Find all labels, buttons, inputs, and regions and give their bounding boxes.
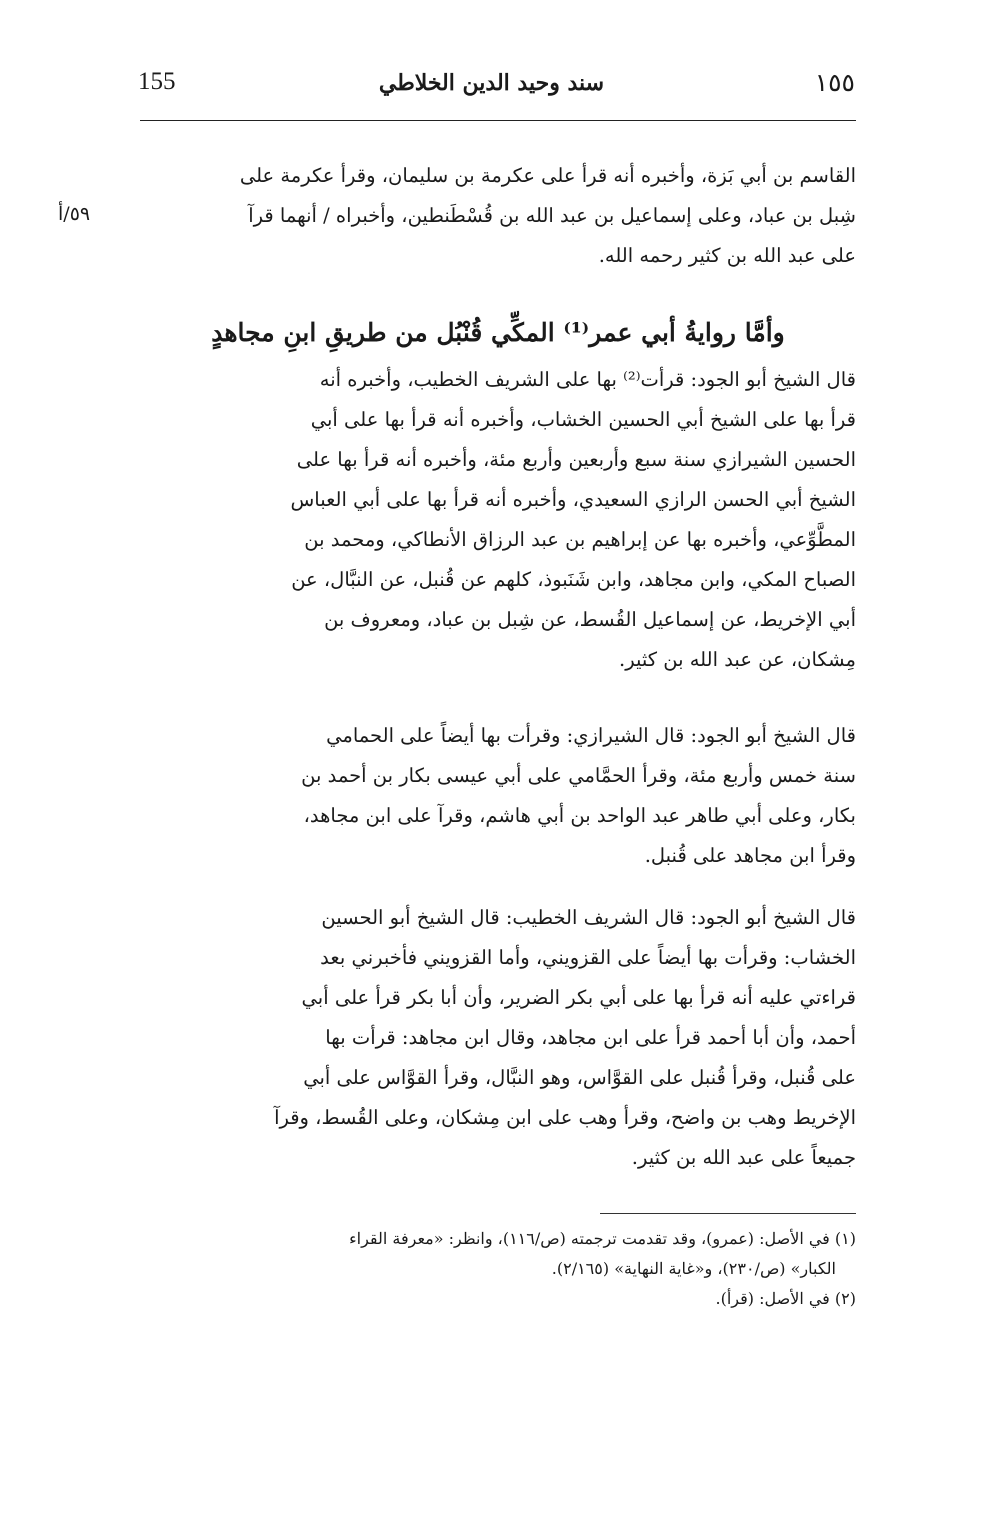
text-line: جميعاً على عبد الله بن كثير.	[631, 1146, 856, 1169]
footnote-1: (١) في الأصل: (عمرو)، وقد تقدمت ترجمته (ص/١١٦)، وانظر: «معرفة القراء	[349, 1229, 856, 1248]
text-line: شِبل بن عباد، وعلى إسماعيل بن عبد الله بن قُسْطَنطين، وأخبراه / أنهما قرآ	[248, 204, 856, 227]
paragraph-3	[140, 898, 856, 1178]
header-divider	[140, 120, 856, 121]
text-line: على عبد الله بن كثير رحمه الله.	[598, 244, 856, 267]
paragraph-2	[140, 716, 856, 876]
text-line: بكار، وعلى أبي طاهر عبد الواحد بن أبي هاشم، وقرآ على ابن مجاهد،	[303, 804, 856, 827]
text-line: على قُنبل، وقرأ قُنبل على القوَّاس، وهو النبَّال، وقرأ القوَّاس على أبي	[303, 1066, 856, 1089]
text-line: قال الشيخ أبو الجود: قال الشيرازي: وقرأت بها أيضاً على الحمامي	[326, 724, 856, 747]
manuscript-folio-marker: ٥٩/أ	[58, 203, 91, 225]
text-line: قرأ بها على الشيخ أبي الحسين الخشاب، وأخبره أنه قرأ بها على أبي	[310, 408, 856, 431]
footnote-1-continued: الكبار» (ص/٢٣٠)، و«غاية النهاية» (٢/١٦٥).	[551, 1259, 836, 1278]
text-line: الإخريط وهب بن واضح، وقرأ وهب على ابن مِشكان، وعلى القُسط، وقرآ	[274, 1106, 856, 1129]
running-title: سند وحيد الدين الخلاطي	[378, 70, 605, 96]
text-line: مِشكان، عن عبد الله بن كثير.	[619, 648, 856, 671]
section-heading: وأمَّا روايةُ أبي عمر⁽¹⁾ المكِّي قُنْبُل من طريقِ ابنِ مجاهدٍ	[211, 318, 785, 347]
text-line: الصباح المكي، وابن مجاهد، وابن شَنَبوذ، كلهم عن قُنبل، عن النبَّال، عن	[291, 568, 856, 591]
text-line: أبي الإخريط، عن إسماعيل القُسط، عن شِبل بن عباد، ومعروف بن	[324, 608, 856, 631]
text-line: المطَّوِّعي، وأخبره بها عن إبراهيم بن عبد الرزاق الأنطاكي، ومحمد بن	[304, 528, 856, 551]
text-line: سنة خمس وأربع مئة، وقرأ الحمَّامي على أبي عيسى بكار بن أحمد بن	[301, 764, 856, 787]
text-line: قال الشيخ أبو الجود: قرأت⁽²⁾ بها على الشريف الخطيب، وأخبره أنه	[319, 368, 856, 391]
paragraph-1	[140, 360, 856, 680]
text-line: قال الشيخ أبو الجود: قال الشريف الخطيب: قال الشيخ أبو الحسين	[321, 906, 856, 929]
page-number-latin: 155	[138, 68, 176, 95]
footnotes	[140, 1224, 856, 1314]
text-line: قراءتي عليه أنه قرأ بها على أبي بكر الضرير، وأن أبا بكر قرأ على أبي	[301, 986, 856, 1009]
text-line: الحسين الشيرازي سنة سبع وأربعين وأربع مئة، وأخبره أنه قرأ بها على	[296, 448, 856, 471]
text-line: الخشاب: وقرأت بها أيضاً على القزويني، وأما القزويني فأخبرني بعد	[320, 946, 856, 969]
page-number-arabic: ١٥٥	[814, 70, 855, 97]
text-line: القاسم بن أبي بَزة، وأخبره أنه قرأ على عكرمة بن سليمان، وقرأ عكرمة على	[239, 164, 856, 187]
footnote-divider	[600, 1213, 856, 1214]
text-line: أحمد، وأن أبا أحمد قرأ على ابن مجاهد، وقال ابن مجاهد: قرأت بها	[325, 1026, 856, 1049]
text-line: وقرأ ابن مجاهد على قُنبل.	[644, 844, 856, 867]
footnote-2: (٢) في الأصل: (قرأ).	[715, 1289, 856, 1308]
paragraph-opening	[140, 156, 856, 276]
text-line: الشيخ أبي الحسن الرازي السعيدي، وأخبره أنه قرأ بها على أبي العباس	[290, 488, 856, 511]
